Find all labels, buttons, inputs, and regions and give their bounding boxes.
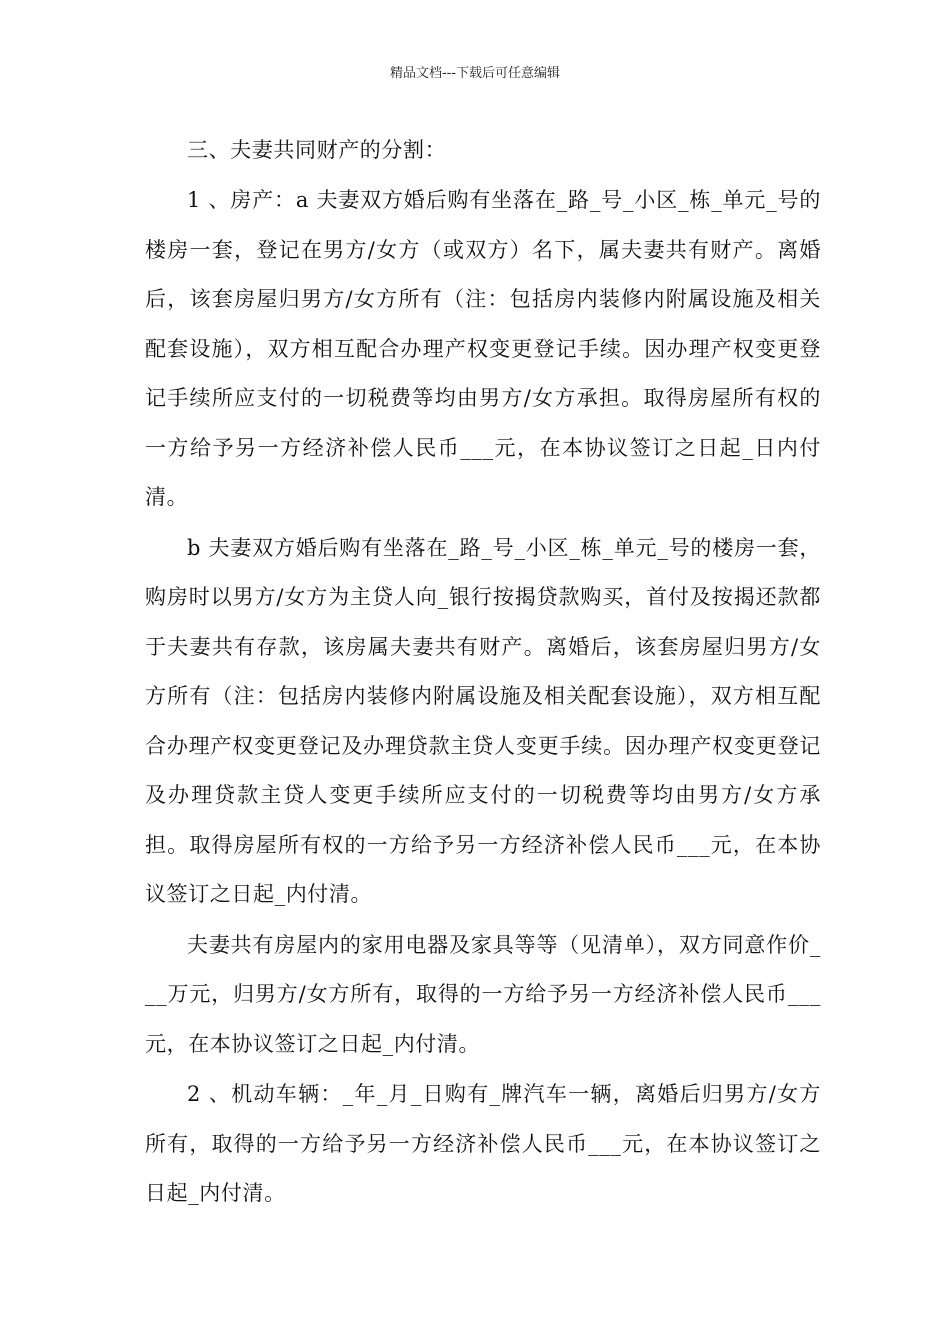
- paragraph-real-estate-a: 1 、房产：a 夫妻双方婚后购有坐落在_路_号_小区_栋_单元_号的楼房一套，登记在男方/女方（或双方）名下，属夫妻共有财产。离婚后，该套房屋归男方/女方所有（注：包括房内装修内附属设施及相关配套设施），双方相互配合办理产权变更登记手续。因办理产权变更登记手续所应支付的一切税费等均由男方/女方承担。取得房屋所有权的一方给予另一方经济补偿人民币___元，在本协议签订之日起_日内付清。: [145, 188, 821, 509]
- section-title: 三、夫妻共同财产的分割：: [187, 138, 447, 162]
- paragraph-real-estate-b: b 夫妻双方婚后购有坐落在_路_号_小区_栋_单元_号的楼房一套，购房时以男方/女方为主贷人向_银行按揭贷款购买，首付及按揭还款都于夫妻共有存款，该房属夫妻共有财产。离婚后，该套房屋归男方/女方所有（注：包括房内装修内附属设施及相关配套设施），双方相互配合办理产权变更登记及办理贷款主贷人变更手续。因办理产权变更登记及办理贷款主贷人变更手续所应支付的一切税费等均由男方/女方承担。取得房屋所有权的一方给予另一方经济补偿人民币___元，在本协议签订之日起_内付清。: [145, 535, 821, 906]
- document-body: [145, 126, 821, 1220]
- paragraph-appliances-furniture: 夫妻共有房屋内的家用电器及家具等等（见清单），双方同意作价___万元，归男方/女方所有，取得的一方给予另一方经济补偿人民币___元，在本协议签订之日起_内付清。: [145, 932, 821, 1056]
- paragraph-motor-vehicle: 2 、机动车辆：_年_月_日购有_牌汽车一辆，离婚后归男方/女方所有，取得的一方给予另一方经济补偿人民币___元，在本协议签订之日起_内付清。: [145, 1082, 821, 1205]
- page-header: 精品文档---下载后可任意编辑: [389, 66, 561, 81]
